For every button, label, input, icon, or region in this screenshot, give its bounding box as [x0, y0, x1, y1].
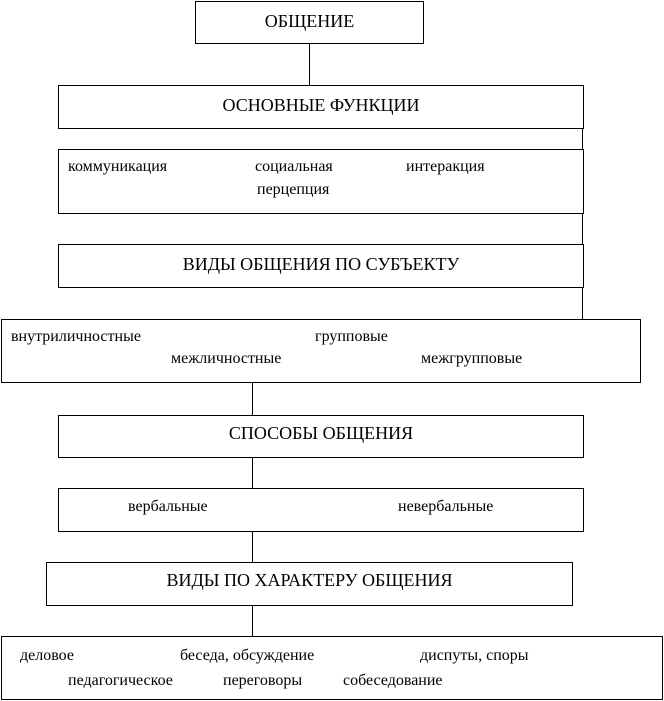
connector-methods-items — [252, 457, 253, 488]
connector-methods-character — [252, 531, 253, 563]
subject-item: межличностные — [171, 350, 282, 367]
methods-header-box — [58, 415, 584, 458]
function-item: перцепция — [257, 181, 330, 198]
connector-character-items — [252, 605, 253, 637]
connector-root-functions — [309, 43, 310, 86]
subject-item: межгрупповые — [421, 350, 523, 367]
subject-header-box — [58, 244, 584, 288]
functions-title: ОСНОВНЫЕ ФУНКЦИИ — [222, 95, 420, 115]
root-title: ОБЩЕНИЕ — [264, 11, 355, 31]
character-item: диспуты, споры — [420, 647, 529, 664]
character-item: беседа, обсуждение — [180, 647, 315, 664]
character-header-box — [46, 562, 573, 606]
method-item: невербальные — [398, 498, 494, 515]
connector-subject-methods — [252, 382, 253, 416]
root-box — [195, 1, 424, 44]
character-item: педагогическое — [68, 672, 173, 689]
methods-title: СПОСОБЫ ОБЩЕНИЯ — [228, 423, 414, 443]
subject-item: внутриличностные — [11, 328, 141, 345]
functions-header-box — [58, 85, 584, 129]
character-item: переговоры — [223, 672, 303, 689]
subject-items-box — [1, 319, 641, 383]
function-item: социальная — [255, 158, 333, 175]
character-items-box — [1, 636, 663, 700]
functions-items-box — [58, 149, 584, 214]
subject-item: групповые — [315, 328, 388, 345]
methods-items-box — [58, 488, 584, 532]
character-item: собеседование — [343, 672, 443, 689]
character-title: ВИДЫ ПО ХАРАКТЕРУ ОБЩЕНИЯ — [166, 570, 453, 590]
function-item: коммуникация — [68, 158, 168, 175]
subject-title: ВИДЫ ОБЩЕНИЯ ПО СУБЪЕКТУ — [182, 254, 460, 274]
function-item: интеракция — [406, 158, 485, 175]
character-item: деловое — [20, 647, 74, 664]
method-item: вербальные — [128, 498, 208, 515]
